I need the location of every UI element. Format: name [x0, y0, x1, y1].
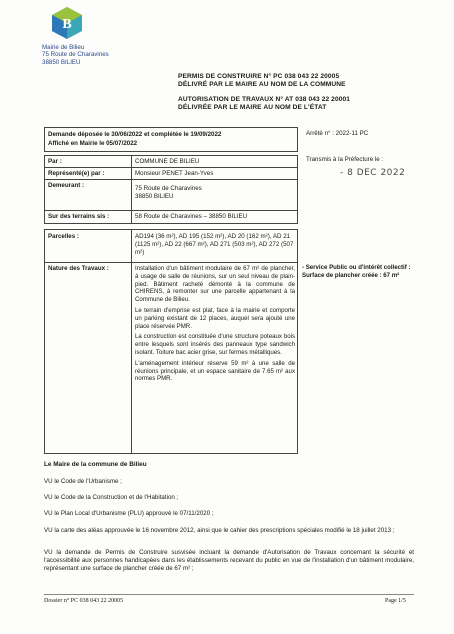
footer-dossier: Dossier n° PC 038 043 22 20005: [44, 598, 124, 604]
document-title: [178, 73, 418, 112]
svg-text:B: B: [62, 17, 72, 32]
parcelles-label: Parcelles :: [48, 233, 79, 240]
terrain-value: 58 Route de Charavines – 38850 BILIEU: [135, 213, 248, 220]
travaux-table: [44, 229, 298, 454]
title-permis-sub: DÉLIVRÉ PAR LE MAIRE AU NOM DE LA COMMUNE: [178, 81, 346, 88]
par-value: COMMUNE DE BILIEU: [135, 158, 200, 165]
mairie-name: Mairie de Bilieu: [42, 44, 85, 51]
demeurant-line1: 75 Route de Charavines: [135, 185, 202, 192]
vu-carte-aleas: VU la carte des aléas approuvée le 16 novembre 2012, ainsi que le cahier des prescriptions spéciales modifié le 18 juillet 2013 ;: [44, 527, 395, 534]
arrete-number: Arrêté n° : 2022-11 PC: [306, 130, 369, 137]
vu-code-construction: VU le Code de la Construction et de l'Habitation ;: [44, 494, 179, 501]
demeurant-label: Demeurant :: [48, 182, 85, 189]
nature-paragraph-2: Le terrain d'emprise est plat, face à la mairie et comporte un parking existant de 12 places, auquel sera ajouté une place réservée PMR.: [135, 306, 295, 330]
identity-table: [44, 155, 298, 224]
nature-description: [135, 265, 295, 383]
deposit-box: [44, 127, 298, 152]
representant-value: Monsieur PENET Jean-Yves: [135, 170, 214, 177]
prefecture-stamp: - 8 DEC 2022: [340, 168, 406, 178]
mairie-address-line1: 75 Route de Charavines: [42, 51, 109, 59]
affiche-text: Affiché en Mairie le 05/07/2022: [48, 140, 138, 147]
representant-label: Représenté(e) par :: [48, 170, 105, 177]
mairie-address: [42, 44, 109, 66]
vu-demande-permis: VU la demande de Permis de Construire susvisée incluant la demande d'Autorisation de Travaux concernant la sécurité et l'accessibilité aux personnes handicapées dans les établissements recevant du public en vue de l'installation d'un bâtiment modulaire, représentant une surface de plancher créée de 67 m² ;: [44, 549, 414, 572]
title-autorisation-sub: DÉLIVRÉE PAR LE MAIRE AU NOM DE L'ÉTAT: [178, 104, 327, 111]
surface-note: - Service Public ou d'intérêt collectif : Surface de plancher créée : 67 m²: [302, 264, 411, 279]
title-autorisation: AUTORISATION DE TRAVAUX N° AT 038 043 22 20001: [178, 96, 351, 103]
mairie-logo: [50, 6, 84, 40]
nature-paragraph-4: L'aménagement intérieur réserve 59 m² à une salle de réunions principale, et un espace sanitaire de 7.65 m² aux normes PMR.: [135, 359, 295, 383]
title-permis: PERMIS DE CONSTRUIRE N° PC 038 043 22 20005: [178, 73, 340, 80]
vu-plu: VU le Plan Local d'Urbanisme (PLU) approuvé le 07/11/2020 ;: [44, 510, 214, 517]
parcelles-value: AD194 (36 m²), AD 195 (152 m²), AD 20 (162 m²), AD 21 (1125 m²), AD 22 (667 m²), AD 271 (503 m²), AD 272 (507 m²): [135, 233, 294, 257]
demeurant-value: [135, 185, 202, 201]
maire-heading: Le Maire de la commune de Bilieu: [44, 461, 147, 468]
demeurant-line2: 38850 BILIEU: [135, 193, 174, 200]
terrain-label: Sur des terrains sis :: [48, 213, 110, 220]
transmis-label: Transmis à la Préfecture le :: [306, 156, 384, 163]
nature-paragraph-3: La construction est constituée d'une structure poteaux bois entre lesquels sont insérés des panneaux type sandwich isolant. Toiture bac acier grise, sur fermes métalliques.: [135, 333, 295, 356]
footer-page-number: Page 1/5: [385, 598, 406, 604]
nature-label: Nature des Travaux :: [48, 265, 109, 272]
footer-rule: [44, 594, 414, 595]
logo-icon: [50, 6, 84, 40]
par-label: Par :: [48, 158, 62, 165]
nature-paragraph-1: Installation d'un bâtiment modulaire de 67 m² de plancher, à usage de salle de réunions, sur un seul niveau de plain-pied. Bâtiment racheté démonté à la commune de CHIRENS, à remonter sur une parcelle appartenant à la Commune de Bilieu.: [135, 265, 295, 304]
mairie-address-line2: 38850 BILIEU: [42, 58, 81, 66]
deposit-text: Demande déposée le 30/06/2022 et complétée le 19/09/2022: [48, 131, 222, 138]
vu-code-urbanisme: VU le Code de l'Urbanisme ;: [44, 478, 122, 485]
